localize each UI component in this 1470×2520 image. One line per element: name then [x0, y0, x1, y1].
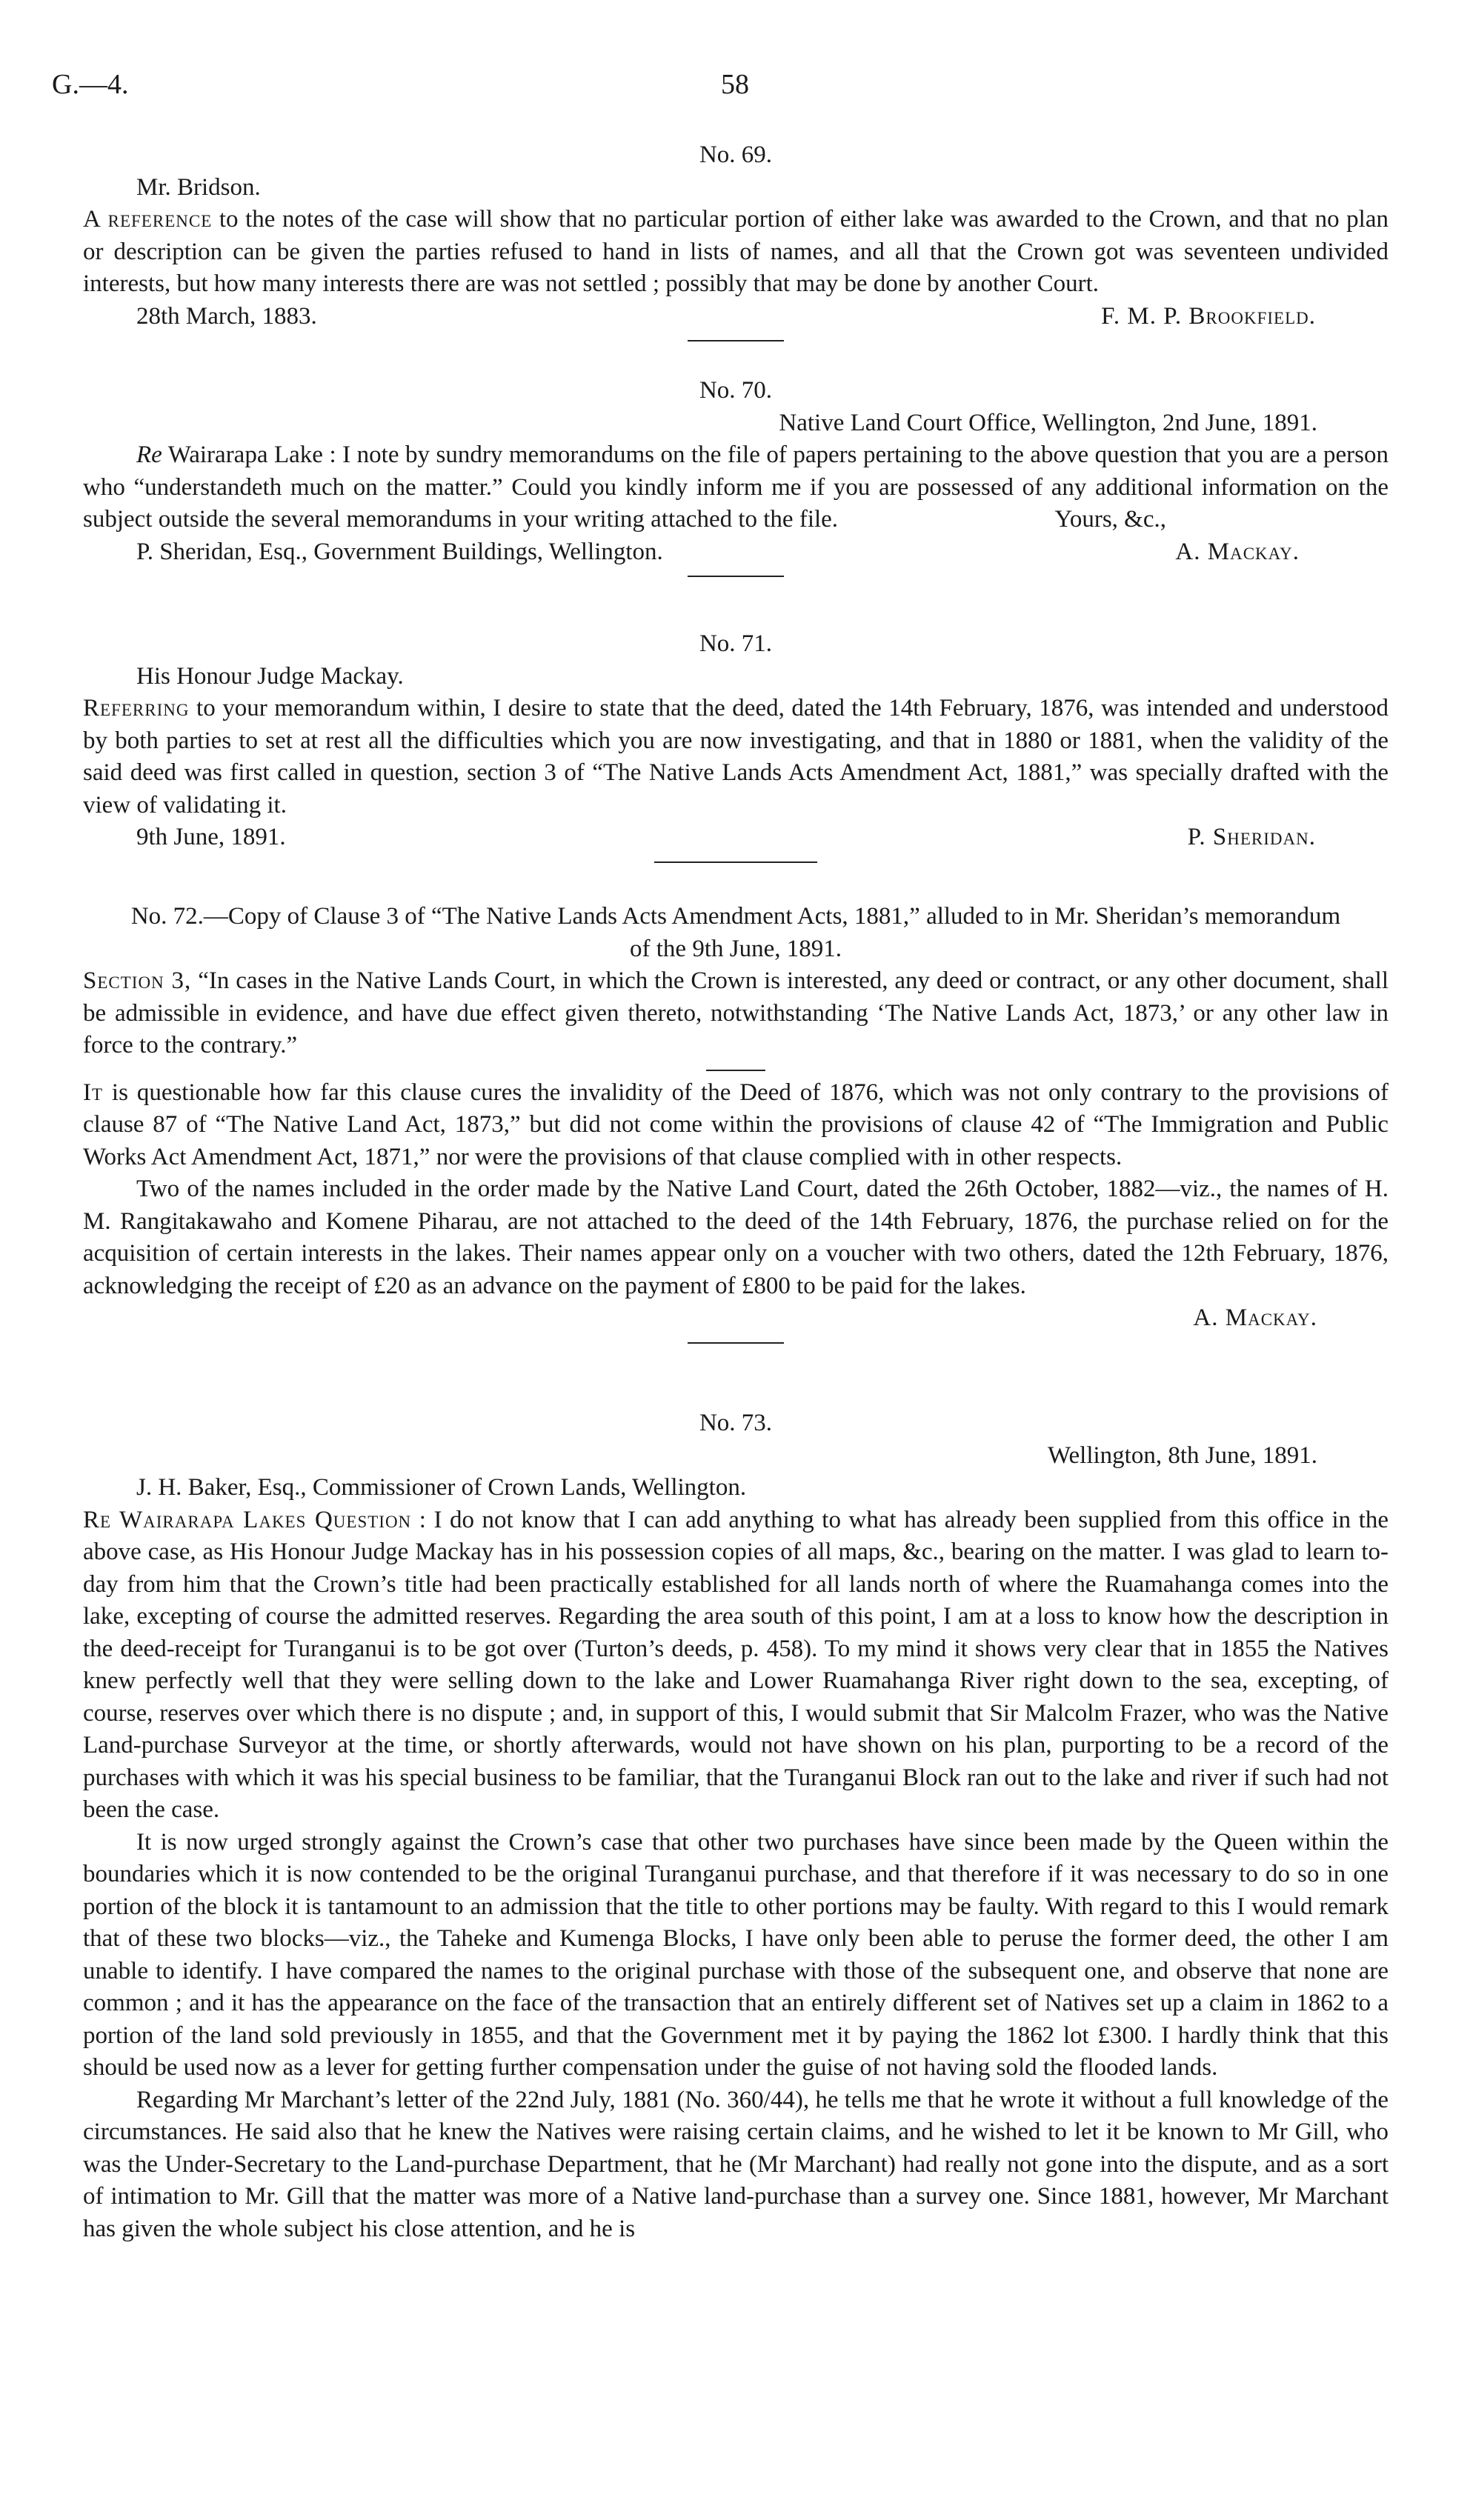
date-signature-row — [83, 821, 1388, 854]
section-heading: No. 71. — [699, 630, 773, 657]
signature: P. Sheridan. — [1187, 824, 1316, 850]
signature: A. Mackay. — [1175, 538, 1300, 565]
date: 28th March, 1883. — [136, 302, 317, 330]
re-word: Re — [136, 441, 162, 468]
lead-words: Referring — [83, 695, 190, 721]
paragraph: Two of the names included in the order made by the Native Land Court, dated the 26th October, 1882—viz., the names of H. M. Rangitakawaho and Komene Piharau, are not attached to the deed of the 14th February, 1876, the purchase relied on for the acquisition of certain interests in the lakes. Their names appear only on a voucher with two others, dated the 12th February, 1876, acknowledging the receipt of £20 as an advance on the payment of £800 to be paid for the lakes. — [83, 1176, 1388, 1299]
paragraph — [83, 1077, 1388, 1174]
paragraph-text: : I do not know that I can add anything to what has already been supplied from this office in the above case, as His Honour Judge Mackay has in his possession copies of all maps, &c., bearing on the matter. I was glad to learn to-day from him that the Crown’s title had been practically established for all lands north of where the Ruamahanga comes into the lake, excepting of course the admitted reserves. Regarding the area south of this point, I am at a loss to know how the description in the deed-receipt for Turanganui is to be got over (Turton’s deeds, p. 458). To my mind it shows very clear that in 1855 the Natives knew perfectly well that they were selling down to the lake and Lower Ruamahanga River right down to the sea, excepting, of course, reserves over which there is no dispute ; and, in support of this, I would submit that Sir Malcolm Frazer, who was the Native Land-purchase Surveyor at the time, or shortly afterwards, would not have shown on his plan, purporting to be a record of the purchases with which it was his special business to be familiar, that the Turanganui Block ran out to the lake and river if such had not been the case. — [83, 1506, 1389, 1823]
lead-words: It — [83, 1079, 104, 1106]
paragraph: Regarding Mr Marchant’s letter of the 22nd July, 1881 (No. 360/44), he tells me that he wrote it without a full knowledge of the circumstances. He said also that he knew the Natives were raising certain claims, and he wished to let it be known to Mr Gill, who was the Under-Secretary to the Land-purchase Department, that he (Mr Marchant) had really not gone into the dispute, and as a sort of intimation to Mr. Gill that the matter was more of a Native land-purchase than a survey one. Since 1881, however, Mr Marchant has given the whole subject his close attention, and he is — [83, 2086, 1388, 2242]
lead-words: A reference — [83, 206, 213, 233]
paragraph-text: to the notes of the case will show that no particular portion of either lake was awarded to the Crown, and that no plan or description can be given the parties refused to hand in lists of names, and all that the Crown got was seventeen undivided interests, but how many interests there are was not settled ; possibly that may be done by another Court. — [83, 206, 1388, 297]
addressee: His Honour Judge Mackay. — [136, 662, 404, 690]
addressee: J. H. Baker, Esq., Commissioner of Crown Lands, Wellington. — [136, 1474, 747, 1501]
section-69 — [83, 139, 1388, 347]
lead-words: Re Wairarapa Lakes Question — [83, 1506, 412, 1533]
section-72 — [83, 901, 1388, 1350]
paragraph — [83, 693, 1388, 821]
lead-words: Section 3, — [83, 967, 192, 994]
section-71 — [83, 628, 1388, 869]
place-date: Wellington, 8th June, 1891. — [1048, 1441, 1317, 1469]
addressee-signature-row — [83, 536, 1388, 569]
date: 9th June, 1891. — [136, 824, 286, 850]
section-heading: No. 70. — [699, 377, 773, 404]
divider — [688, 576, 784, 577]
section-73 — [83, 1407, 1388, 2245]
document-reference: G.—4. — [52, 69, 129, 100]
addressee: Mr. Bridson. — [136, 173, 261, 201]
divider — [688, 1342, 784, 1344]
paragraph — [83, 204, 1388, 301]
section-heading: No. 73. — [699, 1410, 773, 1436]
section-heading: No. 72.—Copy of Clause 3 of “The Native Lands Acts Amendment Acts, 1881,” alluded to in Mr. Sheridan’s memorandum of the 9th June, 1891. — [130, 903, 1341, 962]
section-70 — [83, 375, 1388, 583]
section-heading: No. 69. — [699, 141, 773, 168]
addressee: P. Sheridan, Esq., Government Buildings, Wellington. — [136, 538, 663, 565]
paragraph-text: “In cases in the Native Lands Court, in which the Crown is interested, any deed or contract, or any other document, shall be admissible in evidence, and have due effect given thereto, notwithstanding ‘The Native Lands Act, 1873,’ or any other law in force to the contrary.” — [83, 967, 1389, 1059]
paragraph — [83, 965, 1388, 1062]
date-signature-row — [83, 301, 1388, 333]
signature: F. M. P. Brookfield. — [1101, 302, 1316, 330]
page-header — [52, 68, 1418, 113]
page-number: 58 — [721, 69, 749, 100]
paragraph — [83, 1504, 1388, 1827]
paragraph-text: is questionable how far this clause cures the invalidity of the Deed of 1876, which was not only contrary to the provisions of clause 87 of “The Native Land Act, 1873,” but did not come within the provisions of clause 42 of “The Immigration and Public Works Act Amendment Act, 1871,” nor were the provisions of that clause complied with in other respects. — [83, 1079, 1388, 1170]
paragraph-text: to your memorandum within, I desire to state that the deed, dated the 14th February, 1876, was intended and understood by both parties to set at rest all the difficulties which you are now investigating, and that in 1880 or 1881, when the validity of the said deed was first called in question, section 3 of “The Native Lands Acts Amendment Act, 1881,” was specially drafted with the view of validating it. — [83, 695, 1388, 819]
paragraph: It is now urged strongly against the Crown’s case that other two purchases have since been made by the Queen within the boundaries which it is now contended to be the original Turanganui purchase, and that therefore if it was necessary to do so in one portion of the block it is tantamount to an admission that the title to other portions may be faulty. With regard to this I would remark that of these two blocks—viz., the Taheke and Kumenga Blocks, I have only been able to peruse the former deed, the other I am unable to identify. I have compared the names to the original purchase with those of the subsequent one, and observe that none are common ; and it has the appearance on the face of the transaction that an entirely different set of Natives set up a claim in 1862 to a portion of the land sold previously in 1855, and that the Government met it by paying the 1862 lot £300. I hardly think that this should be used now as a lever for getting further compensation under the guise of not having sold the flooded lands. — [83, 1828, 1388, 2081]
signature: A. Mackay. — [1193, 1304, 1317, 1331]
divider — [706, 1070, 765, 1071]
divider — [654, 861, 817, 863]
closing: Yours, &c., — [1054, 506, 1166, 533]
place-date: Native Land Court Office, Wellington, 2nd June, 1891. — [779, 409, 1317, 436]
divider — [688, 340, 784, 341]
paragraph-text: Wairarapa Lake : I note by sundry memorandums on the file of papers pertaining to the above question that you are a person who “understandeth much on the matter.” Could you kindly inform me if you are possessed of any additional information on the subject outside the several memorandums in your writing attached to the file. — [83, 441, 1388, 533]
